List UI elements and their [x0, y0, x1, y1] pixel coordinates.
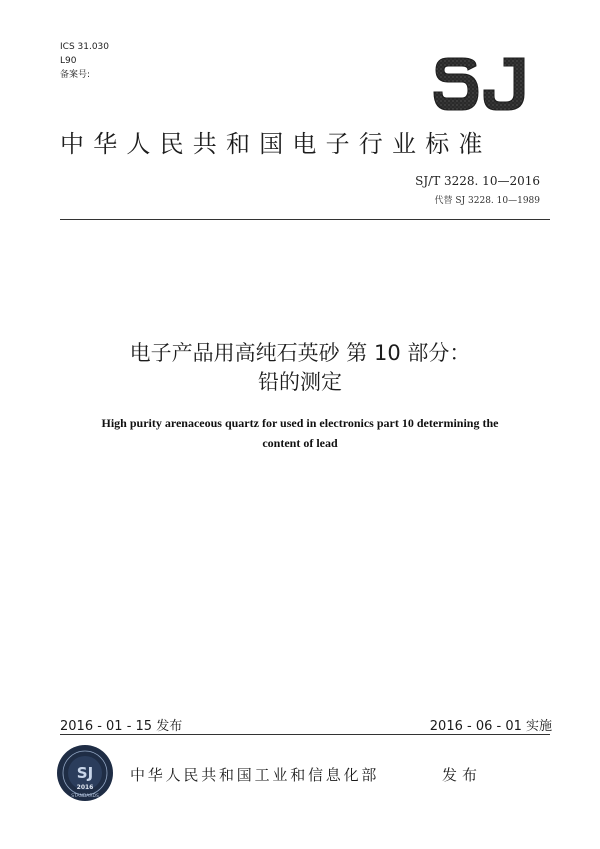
- logo-text: SJ: [432, 56, 433, 57]
- title-en-line2: content of lead: [262, 436, 338, 450]
- class-code: L90: [60, 56, 77, 66]
- top-divider: [60, 219, 550, 220]
- emblem-ring-text: STANDARDS: [71, 794, 99, 799]
- implementation-date: 2016 - 06 - 01 实施: [429, 719, 552, 734]
- title-cn-line2: 铅的测定: [258, 370, 342, 394]
- sj-logo: [432, 56, 528, 112]
- standard-category-name: 中华人民共和国电子行业标准: [60, 130, 492, 158]
- bottom-divider: [60, 734, 550, 735]
- emblem-text: SJ: [76, 764, 94, 782]
- replaces-standard: 代替 SJ 3228. 10—1989: [434, 196, 540, 206]
- standard-number: SJ/T 3228. 10—2016: [415, 174, 540, 188]
- publish-label: 发布: [442, 766, 483, 784]
- issuing-authority: 中华人民共和国工业和信息化部: [130, 766, 380, 784]
- title-cn-line1: 电子产品用高纯石英砂 第 10 部分：: [129, 341, 471, 365]
- record-number-label: 备案号:: [60, 70, 91, 80]
- meta-block: [60, 40, 109, 82]
- title-en-line1: High purity arenaceous quartz for used in electronics part 10 determining the: [101, 416, 499, 430]
- standards-emblem-icon: [56, 744, 114, 802]
- ics-code: ICS 31.030: [60, 42, 110, 52]
- emblem-year: 2016: [76, 784, 94, 791]
- issue-date: 2016 - 01 - 15 发布: [60, 719, 183, 734]
